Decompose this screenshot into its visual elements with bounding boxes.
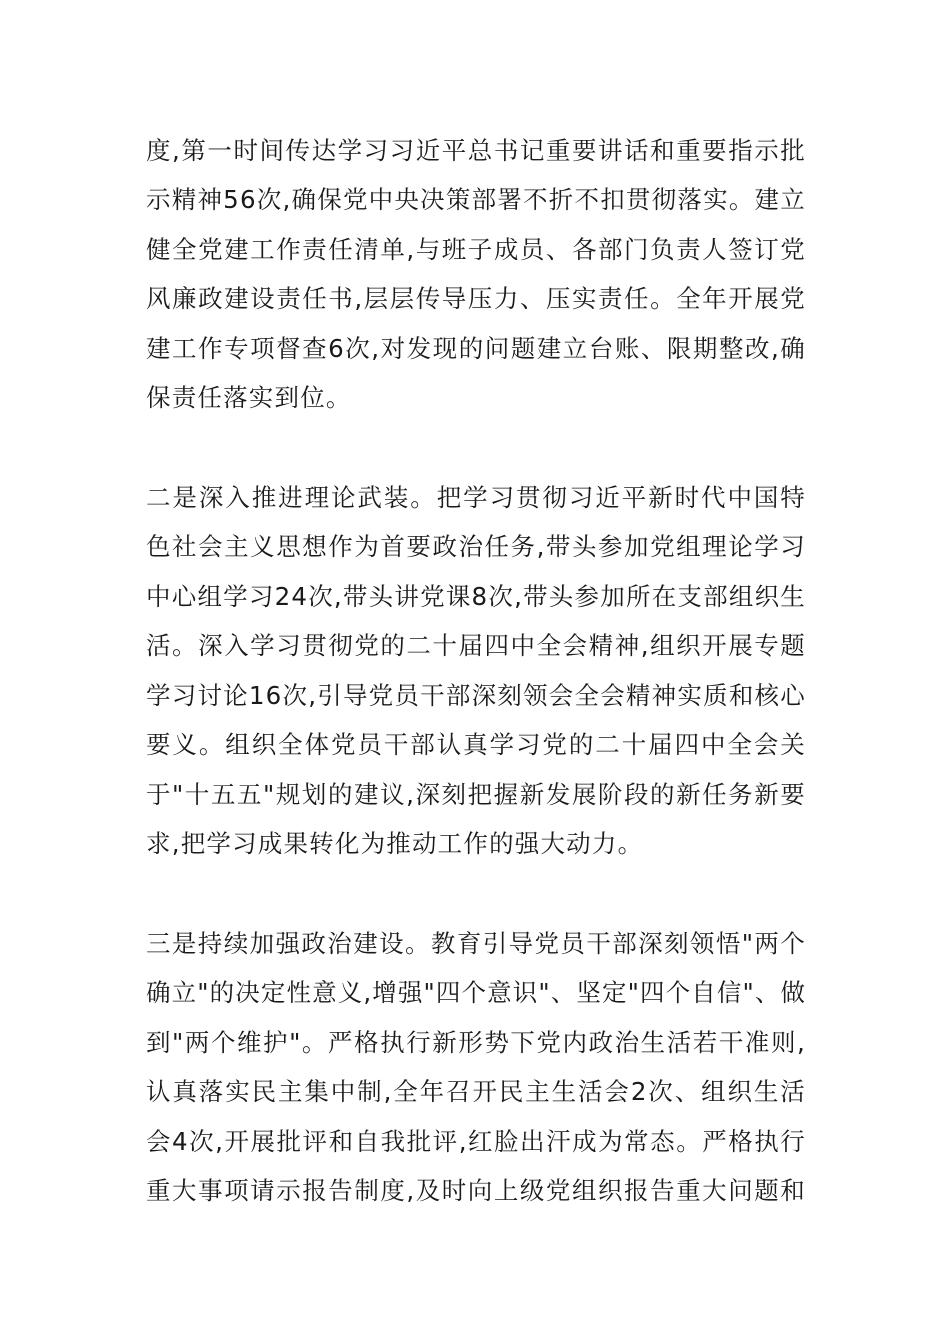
paragraph-3-line-2: 确立"的决定性意义,增强"四个意识"、坚定"四个自信"、做 <box>146 978 806 1007</box>
paragraph-1-line-2: 示精神56次,确保党中央决策部署不折不扣贯彻落实。建立 <box>146 185 806 214</box>
paragraph-2-line-3: 中心组学习24次,带头讲党课8次,带头参加所在支部组织生 <box>146 582 806 611</box>
paragraph-2-line-5: 学习讨论16次,引导党员干部深刻领会全会精神实质和核心 <box>146 681 806 710</box>
paragraph-1-line-1: 度,第一时间传达学习习近平总书记重要讲话和重要指示批 <box>146 136 806 165</box>
paragraph-2-line-2: 色社会主义思想作为首要政治任务,带头参加党组理论学习 <box>146 532 806 561</box>
paragraph-2-line-7: 于"十五五"规划的建议,深刻把握新发展阶段的新任务新要 <box>146 780 806 809</box>
paragraph-1-line-6: 保责任落实到位。 <box>146 383 352 412</box>
paragraph-3-line-4: 认真落实民主集中制,全年召开民主生活会2次、组织生活 <box>146 1077 806 1106</box>
paragraph-2-line-4: 活。深入学习贯彻党的二十届四中全会精神,组织开展专题 <box>146 631 806 660</box>
paragraph-3-line-6: 重大事项请示报告制度,及时向上级党组织报告重大问题和 <box>146 1176 806 1205</box>
paragraph-3-line-3: 到"两个维护"。严格执行新形势下党内政治生活若干准则, <box>146 1028 806 1057</box>
paragraph-1-line-4: 风廉政建设责任书,层层传导压力、压实责任。全年开展党 <box>146 284 806 313</box>
paragraph-3-line-5: 会4次,开展批评和自我批评,红脸出汗成为常态。严格执行 <box>146 1127 806 1156</box>
paragraph-1-line-3: 健全党建工作责任清单,与班子成员、各部门负责人签订党 <box>146 235 806 264</box>
paragraph-2-line-6: 要义。组织全体党员干部认真学习党的二十届四中全会关 <box>146 730 806 759</box>
paragraph-3-line-1: 三是持续加强政治建设。教育引导党员干部深刻领悟"两个 <box>146 929 806 958</box>
paragraph-2-line-8: 求,把学习成果转化为推动工作的强大动力。 <box>146 829 644 858</box>
paragraph-2-line-1: 二是深入推进理论武装。把学习贯彻习近平新时代中国特 <box>146 483 806 512</box>
paragraph-1-line-5: 建工作专项督查6次,对发现的问题建立台账、限期整改,确 <box>146 334 806 363</box>
